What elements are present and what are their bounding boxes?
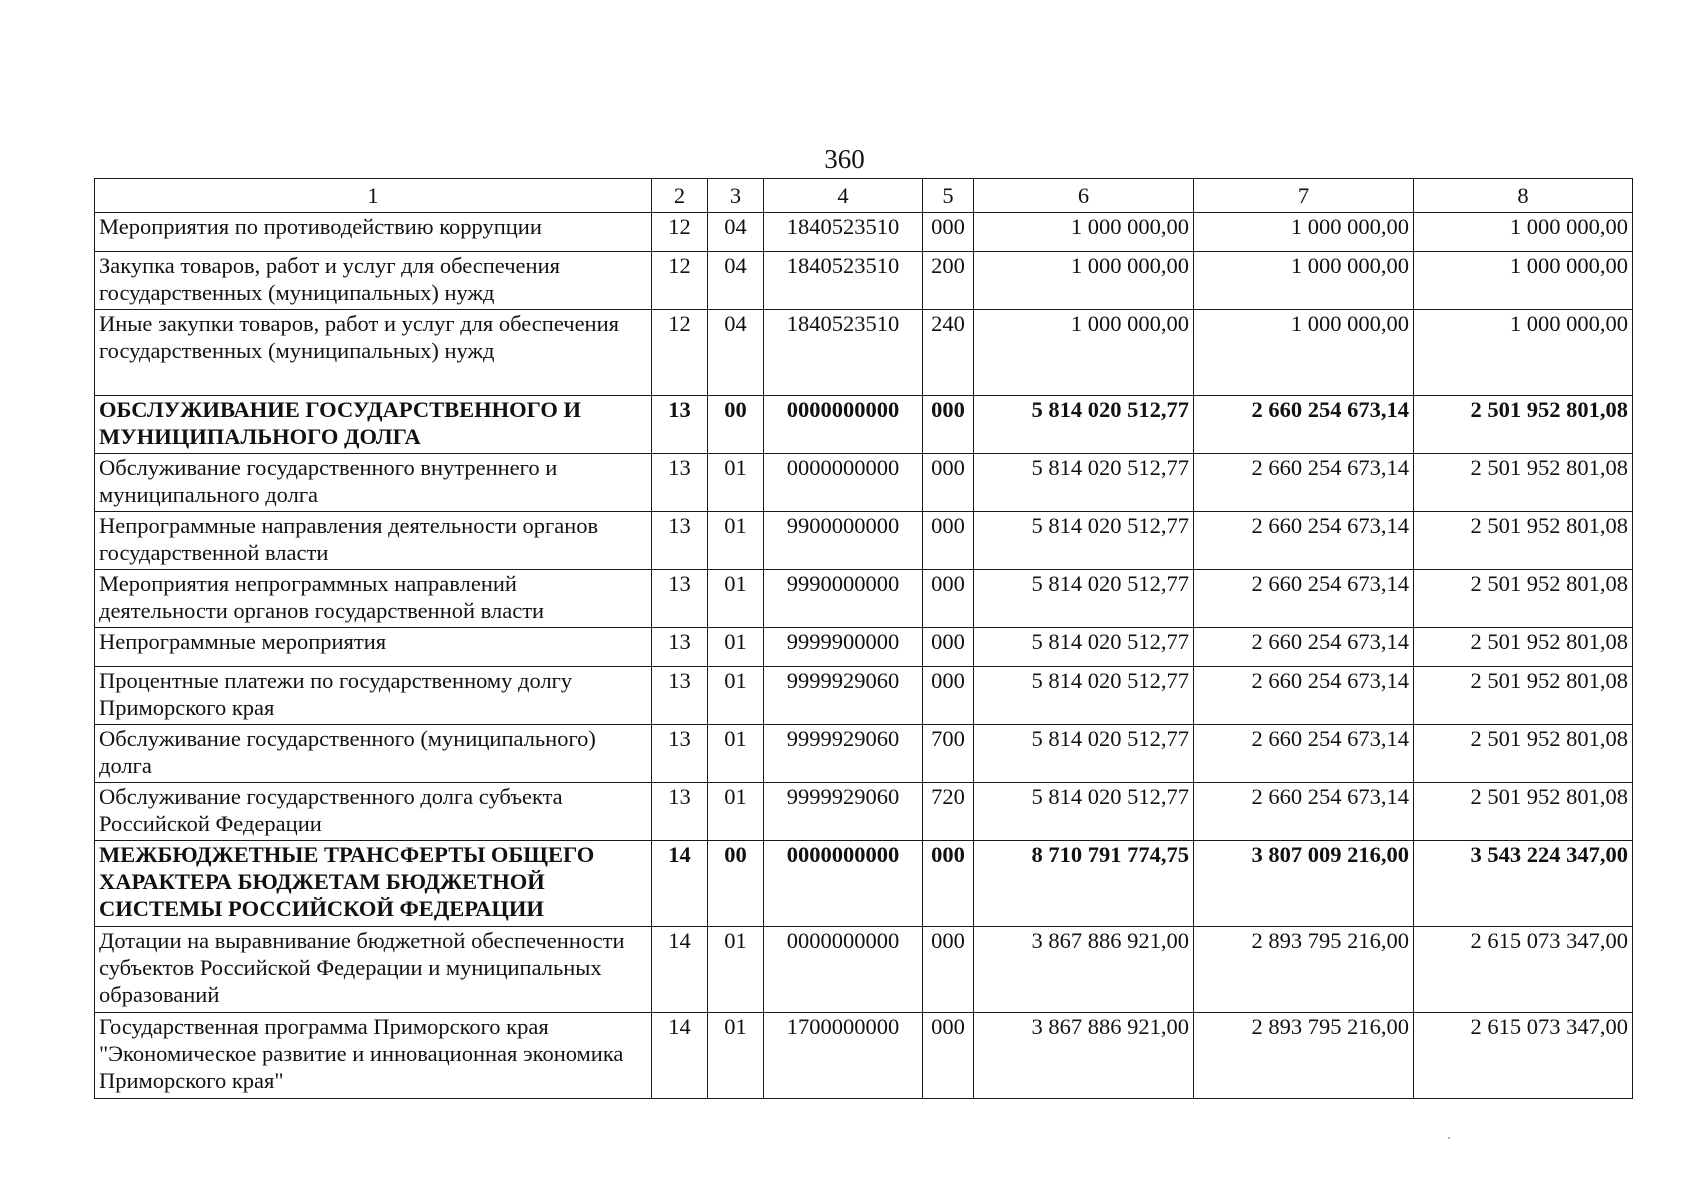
section-code: 13 — [652, 396, 708, 454]
row-name: МЕЖБЮДЖЕТНЫЕ ТРАНСФЕРТЫ ОБЩЕГО ХАРАКТЕРА БЮДЖЕТАМ БЮДЖЕТНОЙ СИСТЕМЫ РОССИЙСКОЙ ФЕДЕРАЦИИ — [95, 841, 652, 927]
subsection-code: 00 — [708, 396, 764, 454]
amount-col6: 1 000 000,00 — [974, 252, 1194, 310]
target-article-code: 0000000000 — [764, 927, 923, 1013]
subsection-code: 00 — [708, 841, 764, 927]
amount-col6: 3 867 886 921,00 — [974, 927, 1194, 1013]
section-code: 12 — [652, 213, 708, 252]
column-header: 8 — [1414, 179, 1633, 213]
row-name: Закупка товаров, работ и услуг для обеспечения государственных (муниципальных) нужд — [95, 252, 652, 310]
subsection-code: 01 — [708, 927, 764, 1013]
amount-col6: 5 814 020 512,77 — [974, 512, 1194, 570]
amount-col7: 2 660 254 673,14 — [1194, 628, 1414, 667]
amount-col7: 2 660 254 673,14 — [1194, 512, 1414, 570]
amount-col8: 3 543 224 347,00 — [1414, 841, 1633, 927]
section-code: 13 — [652, 783, 708, 841]
amount-col7: 2 893 795 216,00 — [1194, 1013, 1414, 1099]
subsection-code: 01 — [708, 783, 764, 841]
row-name: Обслуживание государственного долга субъекта Российской Федерации — [95, 783, 652, 841]
amount-col7: 2 893 795 216,00 — [1194, 927, 1414, 1013]
row-name: Мероприятия непрограммных направлений деятельности органов государственной власти — [95, 570, 652, 628]
table-row-section-total — [95, 396, 1633, 454]
expense-type-code: 720 — [923, 783, 974, 841]
expense-type-code: 240 — [923, 310, 974, 396]
column-header: 7 — [1194, 179, 1414, 213]
row-name: Иные закупки товаров, работ и услуг для обеспечения государственных (муниципальных) нужд — [95, 310, 652, 396]
expense-type-code: 000 — [923, 570, 974, 628]
table-row — [95, 667, 1633, 725]
target-article-code: 0000000000 — [764, 841, 923, 927]
amount-col6: 5 814 020 512,77 — [974, 454, 1194, 512]
amount-col8: 2 501 952 801,08 — [1414, 667, 1633, 725]
expense-type-code: 000 — [923, 1013, 974, 1099]
amount-col8: 2 501 952 801,08 — [1414, 783, 1633, 841]
amount-col6: 1 000 000,00 — [974, 213, 1194, 252]
amount-col7: 3 807 009 216,00 — [1194, 841, 1414, 927]
target-article-code: 9990000000 — [764, 570, 923, 628]
page-number: 360 — [824, 144, 865, 174]
subsection-code: 01 — [708, 512, 764, 570]
amount-col7: 2 660 254 673,14 — [1194, 396, 1414, 454]
amount-col8: 2 615 073 347,00 — [1414, 927, 1633, 1013]
section-code: 14 — [652, 1013, 708, 1099]
column-header: 5 — [923, 179, 974, 213]
target-article-code: 1840523510 — [764, 252, 923, 310]
column-header: 2 — [652, 179, 708, 213]
table-row — [95, 310, 1633, 396]
subsection-code: 01 — [708, 1013, 764, 1099]
table-row — [95, 927, 1633, 1013]
table-row — [95, 725, 1633, 783]
amount-col8: 2 501 952 801,08 — [1414, 570, 1633, 628]
table-row — [95, 1013, 1633, 1099]
amount-col8: 2 501 952 801,08 — [1414, 628, 1633, 667]
table-row — [95, 213, 1633, 252]
row-name: ОБСЛУЖИВАНИЕ ГОСУДАРСТВЕННОГО И МУНИЦИПАЛЬНОГО ДОЛГА — [95, 396, 652, 454]
expense-type-code: 000 — [923, 396, 974, 454]
target-article-code: 9999929060 — [764, 783, 923, 841]
amount-col7: 1 000 000,00 — [1194, 252, 1414, 310]
amount-col8: 1 000 000,00 — [1414, 310, 1633, 396]
target-article-code: 0000000000 — [764, 396, 923, 454]
subsection-code: 01 — [708, 628, 764, 667]
section-code: 14 — [652, 841, 708, 927]
row-name: Непрограммные мероприятия — [95, 628, 652, 667]
table-row — [95, 628, 1633, 667]
section-code: 13 — [652, 570, 708, 628]
subsection-code: 01 — [708, 454, 764, 512]
expense-type-code: 000 — [923, 454, 974, 512]
amount-col7: 2 660 254 673,14 — [1194, 783, 1414, 841]
amount-col8: 1 000 000,00 — [1414, 213, 1633, 252]
subsection-code: 04 — [708, 213, 764, 252]
target-article-code: 9999900000 — [764, 628, 923, 667]
header-row — [95, 179, 1633, 213]
amount-col8: 1 000 000,00 — [1414, 252, 1633, 310]
column-header: 3 — [708, 179, 764, 213]
amount-col7: 2 660 254 673,14 — [1194, 725, 1414, 783]
table-row — [95, 454, 1633, 512]
section-code: 14 — [652, 927, 708, 1013]
expense-type-code: 200 — [923, 252, 974, 310]
row-name: Процентные платежи по государственному долгу Приморского края — [95, 667, 652, 725]
amount-col8: 2 501 952 801,08 — [1414, 396, 1633, 454]
budget-table — [94, 178, 1633, 1099]
column-header: 4 — [764, 179, 923, 213]
section-code: 12 — [652, 310, 708, 396]
amount-col6: 5 814 020 512,77 — [974, 570, 1194, 628]
amount-col6: 3 867 886 921,00 — [974, 1013, 1194, 1099]
amount-col8: 2 615 073 347,00 — [1414, 1013, 1633, 1099]
expense-type-code: 000 — [923, 927, 974, 1013]
amount-col6: 5 814 020 512,77 — [974, 667, 1194, 725]
target-article-code: 9999929060 — [764, 667, 923, 725]
expense-type-code: 000 — [923, 628, 974, 667]
amount-col7: 2 660 254 673,14 — [1194, 667, 1414, 725]
section-code: 13 — [652, 454, 708, 512]
amount-col8: 2 501 952 801,08 — [1414, 454, 1633, 512]
table-row — [95, 512, 1633, 570]
amount-col7: 2 660 254 673,14 — [1194, 570, 1414, 628]
expense-type-code: 000 — [923, 667, 974, 725]
target-article-code: 9999929060 — [764, 725, 923, 783]
row-name: Обслуживание государственного (муниципального) долга — [95, 725, 652, 783]
section-code: 13 — [652, 512, 708, 570]
table-row-section-total — [95, 841, 1633, 927]
row-name: Дотации на выравнивание бюджетной обеспеченности субъектов Российской Федерации и муниципальных образований — [95, 927, 652, 1013]
subsection-code: 01 — [708, 725, 764, 783]
section-code: 12 — [652, 252, 708, 310]
amount-col7: 1 000 000,00 — [1194, 310, 1414, 396]
target-article-code: 1840523510 — [764, 310, 923, 396]
amount-col6: 8 710 791 774,75 — [974, 841, 1194, 927]
section-code: 13 — [652, 667, 708, 725]
target-article-code: 0000000000 — [764, 454, 923, 512]
amount-col6: 5 814 020 512,77 — [974, 783, 1194, 841]
amount-col7: 2 660 254 673,14 — [1194, 454, 1414, 512]
table-row — [95, 570, 1633, 628]
row-name: Мероприятия по противодействию коррупции — [95, 213, 652, 252]
amount-col6: 5 814 020 512,77 — [974, 725, 1194, 783]
row-name: Непрограммные направления деятельности органов государственной власти — [95, 512, 652, 570]
amount-col6: 1 000 000,00 — [974, 310, 1194, 396]
scan-speck — [1448, 1137, 1450, 1139]
expense-type-code: 000 — [923, 512, 974, 570]
expense-type-code: 700 — [923, 725, 974, 783]
amount-col7: 1 000 000,00 — [1194, 213, 1414, 252]
row-name: Государственная программа Приморского края "Экономическое развитие и инновационная экономика Приморского края" — [95, 1013, 652, 1099]
expense-type-code: 000 — [923, 213, 974, 252]
column-header: 6 — [974, 179, 1194, 213]
section-code: 13 — [652, 725, 708, 783]
target-article-code: 1840523510 — [764, 213, 923, 252]
amount-col8: 2 501 952 801,08 — [1414, 725, 1633, 783]
target-article-code: 9900000000 — [764, 512, 923, 570]
row-name: Обслуживание государственного внутреннего и муниципального долга — [95, 454, 652, 512]
subsection-code: 01 — [708, 570, 764, 628]
column-header: 1 — [95, 179, 652, 213]
amount-col6: 5 814 020 512,77 — [974, 396, 1194, 454]
amount-col6: 5 814 020 512,77 — [974, 628, 1194, 667]
amount-col8: 2 501 952 801,08 — [1414, 512, 1633, 570]
subsection-code: 04 — [708, 252, 764, 310]
table-row — [95, 783, 1633, 841]
expense-type-code: 000 — [923, 841, 974, 927]
subsection-code: 01 — [708, 667, 764, 725]
target-article-code: 1700000000 — [764, 1013, 923, 1099]
section-code: 13 — [652, 628, 708, 667]
table-row — [95, 252, 1633, 310]
subsection-code: 04 — [708, 310, 764, 396]
